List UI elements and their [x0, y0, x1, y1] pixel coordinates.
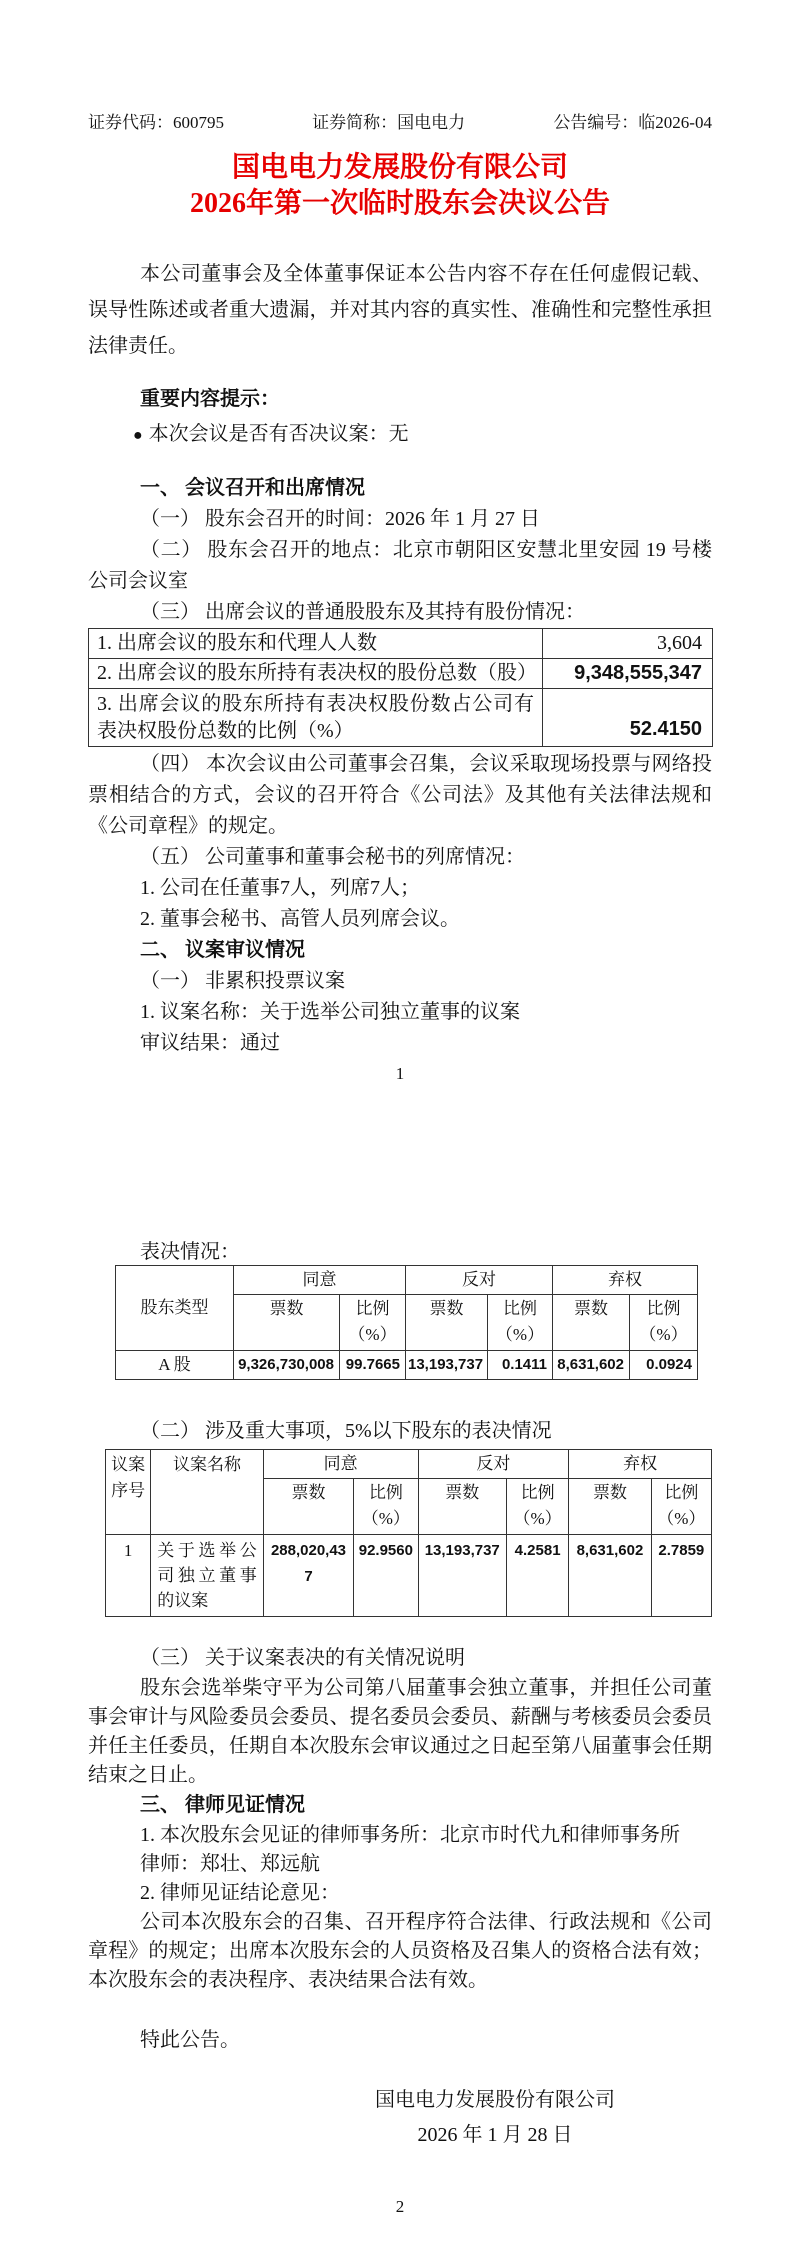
signature-block [88, 2086, 712, 2150]
ratio-label: 比例 [368, 1483, 403, 1502]
page-1-number: 1 [395, 1064, 405, 1083]
directors-present-item: 1. 公司在任董事7人，列席7人； [140, 877, 420, 899]
ratio-unit: （%） [657, 1509, 706, 1528]
title-line-2: 2026年第一次临时股东会决议公告 [189, 188, 610, 219]
agree-ratio-cell: 99.7665 [340, 1351, 406, 1380]
ratio-unit: （%） [513, 1509, 562, 1528]
important-notice-heading: 重要内容提示： [140, 388, 280, 410]
proposal-no-cell: 1 [106, 1535, 151, 1617]
vote-explanation-heading: （三） 关于议案表决的有关情况说明 [140, 1647, 465, 1669]
agree-votes-cell: 9,326,730,008 [234, 1351, 340, 1380]
attendance-label-3: 3. 出席会议的股东所持有表决权股份数占公司有表决权股份总数的比例（%） [89, 689, 543, 747]
col-header-agree-votes: 票数 [234, 1295, 340, 1351]
attendance-label-2: 2. 出席会议的股东所持有表决权的股份总数（股） [89, 659, 543, 689]
against-ratio-cell: 0.1411 [488, 1351, 553, 1380]
col-header-abstain-votes: 票数 [553, 1295, 630, 1351]
abstain-votes-cell: 8,631,602 [553, 1351, 630, 1380]
review-result-line: 审议结果：通过 [140, 1032, 280, 1054]
announcement-number: 公告编号：临2026-04 [553, 113, 712, 132]
document-header [88, 112, 712, 134]
against-ratio-cell: 4.2581 [506, 1535, 568, 1617]
agree-ratio-cell: 92.9560 [354, 1535, 418, 1617]
ratio-label: 比例 [646, 1299, 681, 1318]
col-header-proposal-no: 议案序号 [106, 1450, 151, 1535]
section-3-heading: 三、 律师见证情况 [140, 1794, 305, 1816]
col-header-proposal-name: 议案名称 [151, 1450, 264, 1535]
convening-method-paragraph: （四） 本次会议由公司董事会召集，会议采取现场投票与网络投票相结合的方式，会议的召开符合《公司法》及其他有关法律法规和《公司章程》的规定。 [88, 753, 712, 837]
vote-explanation-paragraph: 股东会选举柴守平为公司第八届董事会独立董事，并担任公司董事会审计与风险委员会委员、提名委员会委员、薪酬与考核委员会委员并任主任委员，任期自本次股东会审议通过之日起至第八届董事会任期结束之日止。 [88, 1677, 712, 1786]
meeting-time-item: （一） 股东会召开的时间：2026 年 1 月 27 日 [140, 508, 540, 530]
vote-result-table [115, 1265, 698, 1380]
lawyers-line: 律师：郑壮、郑远航 [140, 1853, 320, 1875]
ratio-unit: （%） [495, 1325, 545, 1344]
board-disclaimer-paragraph: 本公司董事会及全体董事保证本公告内容不存在任何虚假记载、误导性陈述或者重大遗漏，并对其内容的真实性、准确性和完整性承担法律责任。 [88, 263, 712, 357]
section-1-heading: 一、 会议召开和出席情况 [140, 477, 365, 499]
section-2-heading: 二、 议案审议情况 [140, 939, 305, 961]
ratio-label: 比例 [664, 1483, 699, 1502]
ratio-label: 比例 [503, 1299, 537, 1318]
col-group-against: 反对 [406, 1266, 553, 1295]
ratio-unit: （%） [639, 1325, 688, 1344]
attendance-label-1: 1. 出席会议的股东和代理人人数 [89, 629, 543, 659]
col-header-abstain-ratio [630, 1295, 698, 1351]
title-line-1: 国电电力发展股份有限公司 [231, 152, 568, 183]
col-header-shareholder-type: 股东类型 [116, 1266, 234, 1351]
col-header-against-ratio [506, 1479, 568, 1535]
law-firm-line: 1. 本次股东会见证的律师事务所：北京市时代九和律师事务所 [140, 1824, 680, 1846]
meeting-place-item: （二） 股东会召开的地点：北京市朝阳区安慧北里安园 19 号楼公司会议室 [88, 539, 712, 592]
minor-table-group-header-row [106, 1450, 712, 1479]
attendance-value-3: 52.4150 [543, 689, 713, 747]
attendance-row-3 [89, 689, 713, 747]
attendance-row-2 [89, 659, 713, 689]
attendance-value-2: 9,348,555,347 [543, 659, 713, 689]
attendance-intro-item: （三） 出席会议的普通股股东及其持有股份情况： [140, 601, 585, 623]
agree-votes-cell: 288,020,437 [263, 1535, 353, 1617]
abstain-ratio-cell: 0.0924 [630, 1351, 698, 1380]
vote-table-data-row [116, 1351, 698, 1380]
col-group-abstain: 弃权 [569, 1450, 712, 1479]
bullet-dot-icon: ● [133, 427, 143, 444]
shareholder-type-cell: A 股 [116, 1351, 234, 1380]
attendance-value-1: 3,604 [543, 629, 713, 659]
col-header-agree-ratio [354, 1479, 418, 1535]
col-header-agree-votes: 票数 [263, 1479, 353, 1535]
attendance-table [88, 628, 713, 747]
stock-code: 证券代码：600795 [88, 113, 224, 132]
col-header-against-ratio [488, 1295, 553, 1351]
col-header-abstain-ratio [651, 1479, 711, 1535]
ratio-label: 比例 [355, 1299, 390, 1318]
ratio-unit: （%） [348, 1325, 397, 1344]
closing-statement: 特此公告。 [140, 2029, 240, 2051]
vote-table-group-header-row [116, 1266, 698, 1295]
opinion-heading-line: 2. 律师见证结论意见： [140, 1882, 340, 1904]
attendance-row-1 [89, 629, 713, 659]
col-group-agree: 同意 [263, 1450, 418, 1479]
signature-company: 国电电力发展股份有限公司 [375, 2089, 615, 2111]
minor-table-data-row [106, 1535, 712, 1617]
proposal-name-cell: 关于选举公司独立董事的议案 [151, 1535, 264, 1617]
minor-shareholder-item: （二） 涉及重大事项，5%以下股东的表决情况 [140, 1420, 552, 1442]
notice-bullet-item [88, 419, 712, 451]
attendee-observers-item: （五） 公司董事和董事会秘书的列席情况： [140, 846, 525, 868]
abstain-votes-cell: 8,631,602 [569, 1535, 651, 1617]
lawyer-conclusion-paragraph: 公司本次股东会的召集、召开程序符合法律、行政法规和《公司章程》的规定；出席本次股东会的人员资格及召集人的资格合法有效；本次股东会的表决程序、表决结果合法有效。 [88, 1911, 712, 1991]
col-header-against-votes: 票数 [418, 1479, 506, 1535]
minor-shareholder-vote-table [105, 1449, 712, 1617]
ratio-unit: （%） [361, 1509, 410, 1528]
col-group-agree: 同意 [234, 1266, 406, 1295]
secretary-present-item: 2. 董事会秘书、高管人员列席会议。 [140, 908, 460, 930]
abstain-ratio-cell: 2.7859 [651, 1535, 711, 1617]
vote-caption: 表决情况： [140, 1241, 240, 1263]
against-votes-cell: 13,193,737 [406, 1351, 488, 1380]
against-votes-cell: 13,193,737 [418, 1535, 506, 1617]
col-header-abstain-votes: 票数 [569, 1479, 651, 1535]
proposal-name-line: 1. 议案名称：关于选举公司独立董事的议案 [140, 1001, 520, 1023]
page-2-number: 2 [395, 2197, 405, 2216]
announcement-title [88, 150, 712, 222]
col-group-against: 反对 [418, 1450, 569, 1479]
signature-date: 2026 年 1 月 28 日 [417, 2124, 573, 2146]
stock-short-name: 证券简称：国电电力 [312, 113, 466, 132]
notice-bullet-text: 本次会议是否有否决议案：无 [148, 423, 409, 445]
non-cumulative-item: （一） 非累积投票议案 [140, 970, 345, 992]
col-header-agree-ratio [340, 1295, 406, 1351]
ratio-label: 比例 [520, 1483, 555, 1502]
col-header-against-votes: 票数 [406, 1295, 488, 1351]
col-group-abstain: 弃权 [553, 1266, 698, 1295]
